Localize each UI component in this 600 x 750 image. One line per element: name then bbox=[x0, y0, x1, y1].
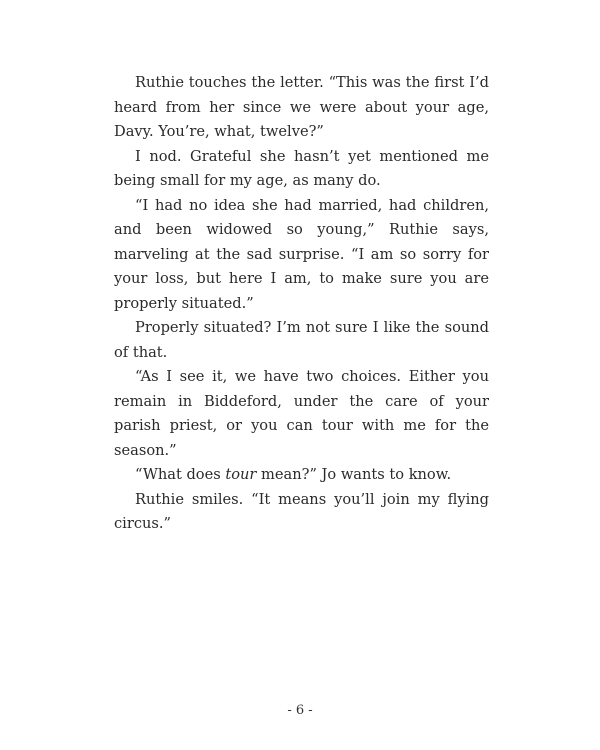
paragraph-5: “As I see it, we have two choices. Either you remain in Biddeford, under the care of your parish priest, or you can tour with me for the season.” bbox=[114, 368, 489, 459]
paragraph-2: I nod. Grateful she hasn’t yet mentioned me being small for my age, as many do. bbox=[114, 147, 489, 189]
paragraph-6 bbox=[114, 463, 489, 488]
paragraph-4: Properly situated? I’m not sure I like the sound of that. bbox=[114, 319, 489, 361]
paragraph-6-after: mean?” Jo wants to know. bbox=[256, 466, 452, 483]
page-number: - 6 - bbox=[287, 703, 313, 718]
paragraph-6-before: “What does bbox=[135, 466, 226, 483]
paragraph-1: Ruthie touches the letter. “This was the first I’d heard from her since we were about your age, Davy. You’re, what, twelve?” bbox=[114, 74, 489, 140]
body-text bbox=[114, 71, 489, 537]
paragraph-7: Ruthie smiles. “It means you’ll join my flying circus.” bbox=[114, 490, 489, 532]
paragraph-6-emphasis: tour bbox=[225, 466, 257, 483]
paragraph-3: “I had no idea she had married, had children, and been widowed so young,” Ruthie says, marveling at the sad surprise. “I am so sorry for your loss, but here I am, to make sure you are properly situated.” bbox=[114, 196, 489, 312]
